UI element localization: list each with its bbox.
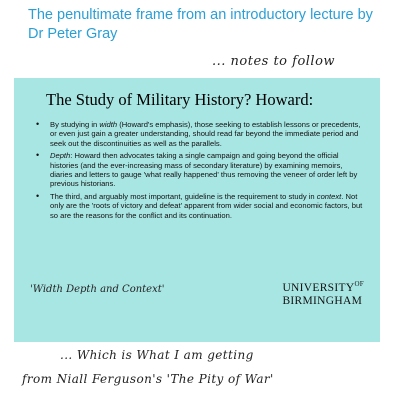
lecture-slide bbox=[14, 78, 380, 342]
bullet-text-lead: The third, and arguably most important, guideline is the requirement to study in bbox=[50, 191, 317, 201]
bullet-text-lead: By studying in bbox=[50, 120, 100, 129]
handwritten-notes-to-follow: ... notes to follow bbox=[212, 54, 336, 69]
bullet-text-rest: . Not only are the 'roots of victory and defeat' apparent from wider social and economic factors, but so are the reasons for the conflict and its continuation. bbox=[50, 191, 363, 220]
bullet-text-emphasis: width bbox=[99, 120, 118, 129]
caption-text: The penultimate frame from an introductory lecture by Dr Peter Gray bbox=[28, 7, 373, 42]
logo-of: OF bbox=[354, 280, 364, 288]
handwritten-footer-line-2: from Niall Ferguson's 'The Pity of War' bbox=[22, 372, 274, 386]
slide-bullet-list bbox=[28, 120, 366, 220]
bullet-text-rest: : Howard then advocates taking a single campaign and going beyond the official histories (and the ever-increasing mass of secondary literature) by examining memoirs, diaries and letters to gauge 'what really happened' thus removing the veneer of order left by previous historians. bbox=[50, 151, 358, 189]
bullet-context bbox=[36, 192, 366, 220]
bullet-depth bbox=[36, 151, 366, 189]
bullet-text-emphasis: context bbox=[316, 191, 342, 201]
bullet-width bbox=[36, 120, 366, 148]
university-of-birmingham-logo bbox=[282, 278, 364, 308]
handwritten-footer-line-1: ... Which is What I am getting bbox=[60, 348, 254, 362]
bullet-text-emphasis: Depth bbox=[50, 151, 71, 161]
logo-university: UNIVERSITY bbox=[282, 281, 355, 294]
logo-birmingham: BIRMINGHAM bbox=[282, 294, 363, 307]
slide-title: The Study of Military History? Howard: bbox=[46, 90, 314, 109]
handwritten-width-depth-context: 'Width Depth and Context' bbox=[30, 284, 165, 295]
bullet-text-rest: (Howard's emphasis), those seeking to establish lessons or precedents, or even just gain a greater understanding, should read far beyond the immediate period and seek out the discontinuities as well as the parallels. bbox=[50, 120, 361, 148]
